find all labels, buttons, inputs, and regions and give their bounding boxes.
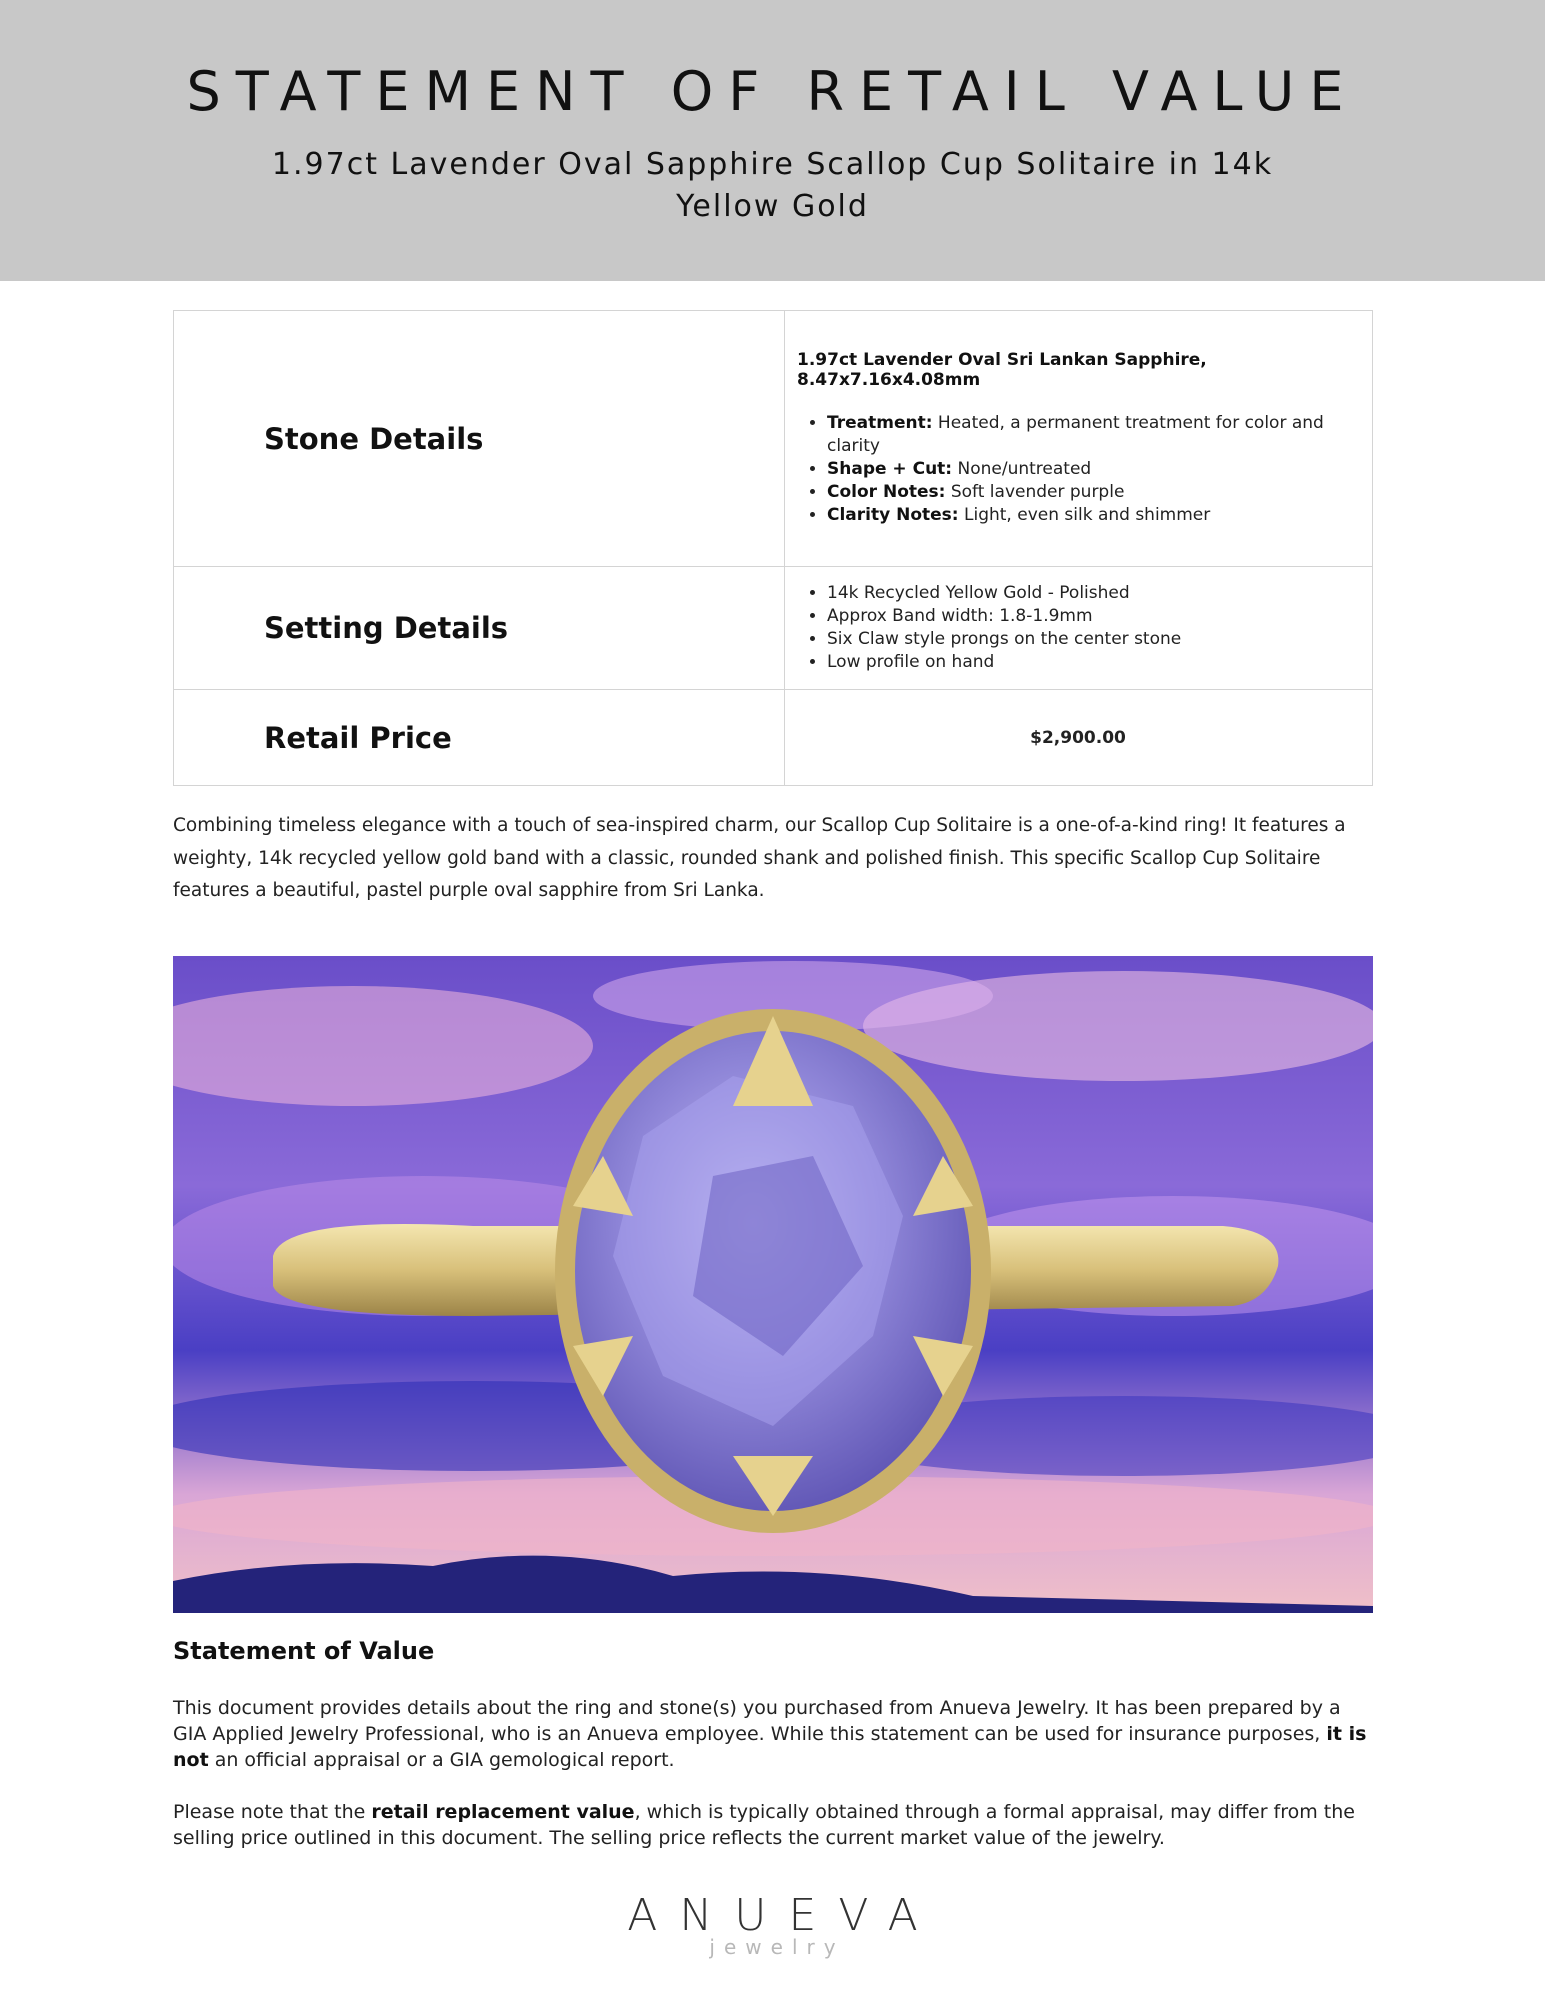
item-key: Clarity Notes: bbox=[827, 505, 959, 525]
statement-text: , which is typically obtained through a formal appraisal, may differ from the selling price outlined in this document. The selling price reflects the current market value of the jewelry. bbox=[173, 1801, 1355, 1849]
setting-details-label: Setting Details bbox=[174, 567, 785, 690]
list-item bbox=[827, 458, 1371, 481]
list-item bbox=[827, 412, 1371, 458]
retail-price-value: $2,900.00 bbox=[785, 690, 1373, 786]
retail-price-label: Retail Price bbox=[174, 690, 785, 786]
item-key: Shape + Cut: bbox=[827, 459, 953, 479]
statement-emphasis: retail replacement value bbox=[371, 1801, 635, 1823]
list-item bbox=[827, 481, 1371, 504]
list-item bbox=[827, 504, 1371, 527]
list-item: • Approx Band width: 1.8-1.9mm bbox=[827, 605, 1371, 628]
statement-paragraph-1 bbox=[173, 1695, 1378, 1773]
stone-details-label: Stone Details bbox=[174, 311, 785, 567]
logo-tagline: jewelry bbox=[709, 1935, 845, 1959]
setting-details-value bbox=[785, 567, 1373, 690]
logo-name: ANUEVA bbox=[627, 1890, 940, 1941]
table-row-stone bbox=[174, 311, 1373, 567]
product-description: Combining timeless elegance with a touch of sea-inspired charm, our Scallop Cup Solitaire is a one-of-a-kind ring! It features a weighty, 14k recycled yellow gold band with a classic, rounded shank and polished finish. This specific Scallop Cup Solitaire features a beautiful, pastel purple oval sapphire from Sri Lanka. bbox=[173, 815, 1346, 901]
statement-emphasis: it is not bbox=[173, 1723, 1367, 1771]
list-item: • 14k Recycled Yellow Gold - Polished bbox=[827, 582, 1371, 605]
item-key: Color Notes: bbox=[827, 482, 946, 502]
item-value: Soft lavender purple bbox=[945, 482, 1125, 502]
item-key: Treatment: bbox=[827, 413, 933, 433]
details-table bbox=[173, 310, 1373, 786]
setting-details-list bbox=[797, 582, 1371, 674]
statement-paragraph-2 bbox=[173, 1799, 1378, 1851]
list-item: • Low profile on hand bbox=[827, 651, 1371, 674]
header-banner bbox=[0, 0, 1545, 281]
statement-text: This document provides details about the ring and stone(s) you purchased from Anueva Jewelry. It has been prepared by a GIA Applied Jewelry Professional, who is an Anueva employee. While this statement can be used for insurance purposes, bbox=[173, 1697, 1341, 1745]
item-value: Heated, a permanent treatment for color and clarity bbox=[827, 413, 1324, 456]
stone-details-value bbox=[785, 311, 1373, 567]
stone-details-list bbox=[797, 412, 1371, 527]
table-row-price bbox=[174, 690, 1373, 786]
item-value: Light, even silk and shimmer bbox=[958, 505, 1211, 525]
statement-text: Please note that the bbox=[173, 1801, 372, 1823]
statement-title: Statement of Value bbox=[173, 1637, 435, 1665]
page-title: STATEMENT OF RETAIL VALUE bbox=[186, 60, 1359, 123]
statement-text: an official appraisal or a GIA gemological report. bbox=[208, 1749, 675, 1771]
stone-heading: 1.97ct Lavender Oval Sri Lankan Sapphire, 8.47x7.16x4.08mm bbox=[797, 350, 1207, 390]
item-value: None/untreated bbox=[952, 459, 1092, 479]
ring-photo bbox=[173, 956, 1373, 1613]
anueva-logo bbox=[600, 1890, 945, 1959]
page-subtitle: 1.97ct Lavender Oval Sapphire Scallop Cup Solitaire in 14k Yellow Gold bbox=[271, 147, 1274, 224]
list-item: • Six Claw style prongs on the center stone bbox=[827, 628, 1371, 651]
table-row-setting bbox=[174, 567, 1373, 690]
